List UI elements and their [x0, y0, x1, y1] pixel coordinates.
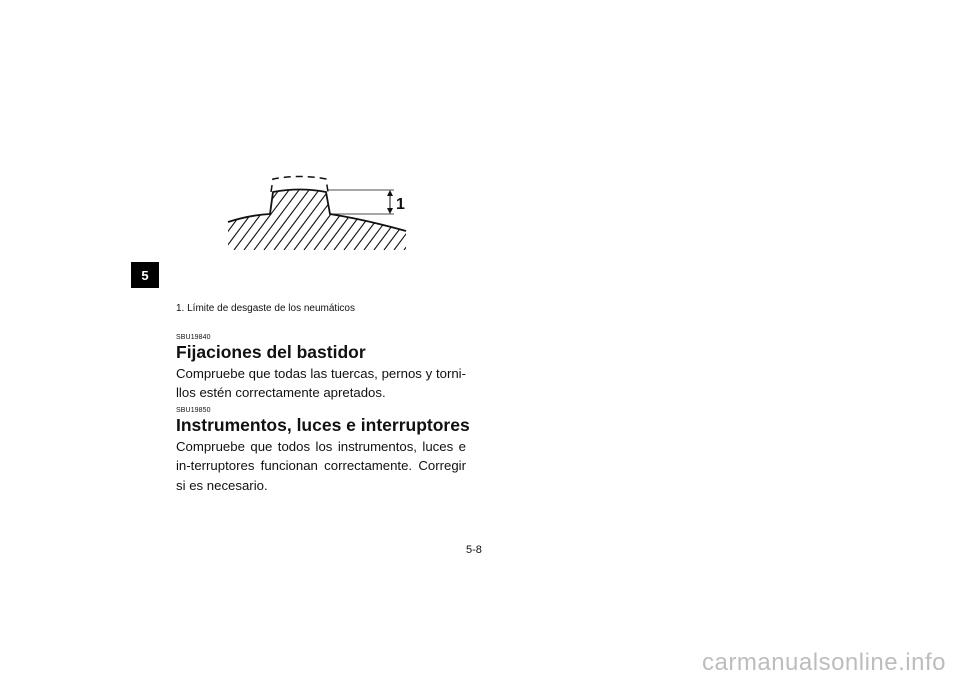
- tread-hatching: [222, 170, 412, 250]
- page-number: 5-8: [466, 544, 482, 556]
- arrow-down-icon: [387, 208, 393, 214]
- figure-caption: 1. Límite de desgaste de los neumáticos: [176, 303, 355, 314]
- figure-callout-number: 1: [396, 196, 405, 213]
- arrow-up-icon: [387, 190, 393, 196]
- section-code: SBU19850: [176, 407, 211, 414]
- tire-tread-illustration: [222, 170, 412, 250]
- section-instruments-lights-switches: [176, 407, 470, 495]
- watermark: carmanualsonline.info: [702, 649, 946, 676]
- tread-profile-outline: [228, 190, 406, 232]
- section-body: Compruebe que todas las tuercas, pernos y torni-llos estén correctamente apretados.: [176, 366, 466, 401]
- chapter-tab-number: 5: [141, 267, 149, 283]
- section-code: SBU19840: [176, 334, 211, 341]
- section-heading: Fijaciones del bastidor: [176, 342, 366, 362]
- chapter-tab: [131, 262, 159, 288]
- tire-tread-wear-figure: [222, 170, 412, 250]
- section-frame-fasteners: [176, 334, 466, 403]
- section-body: Compruebe que todos los instrumentos, luces e in-terruptores funcionan correctamente. Corregir si es necesario.: [176, 439, 466, 493]
- section-heading: Instrumentos, luces e interruptores: [176, 415, 470, 435]
